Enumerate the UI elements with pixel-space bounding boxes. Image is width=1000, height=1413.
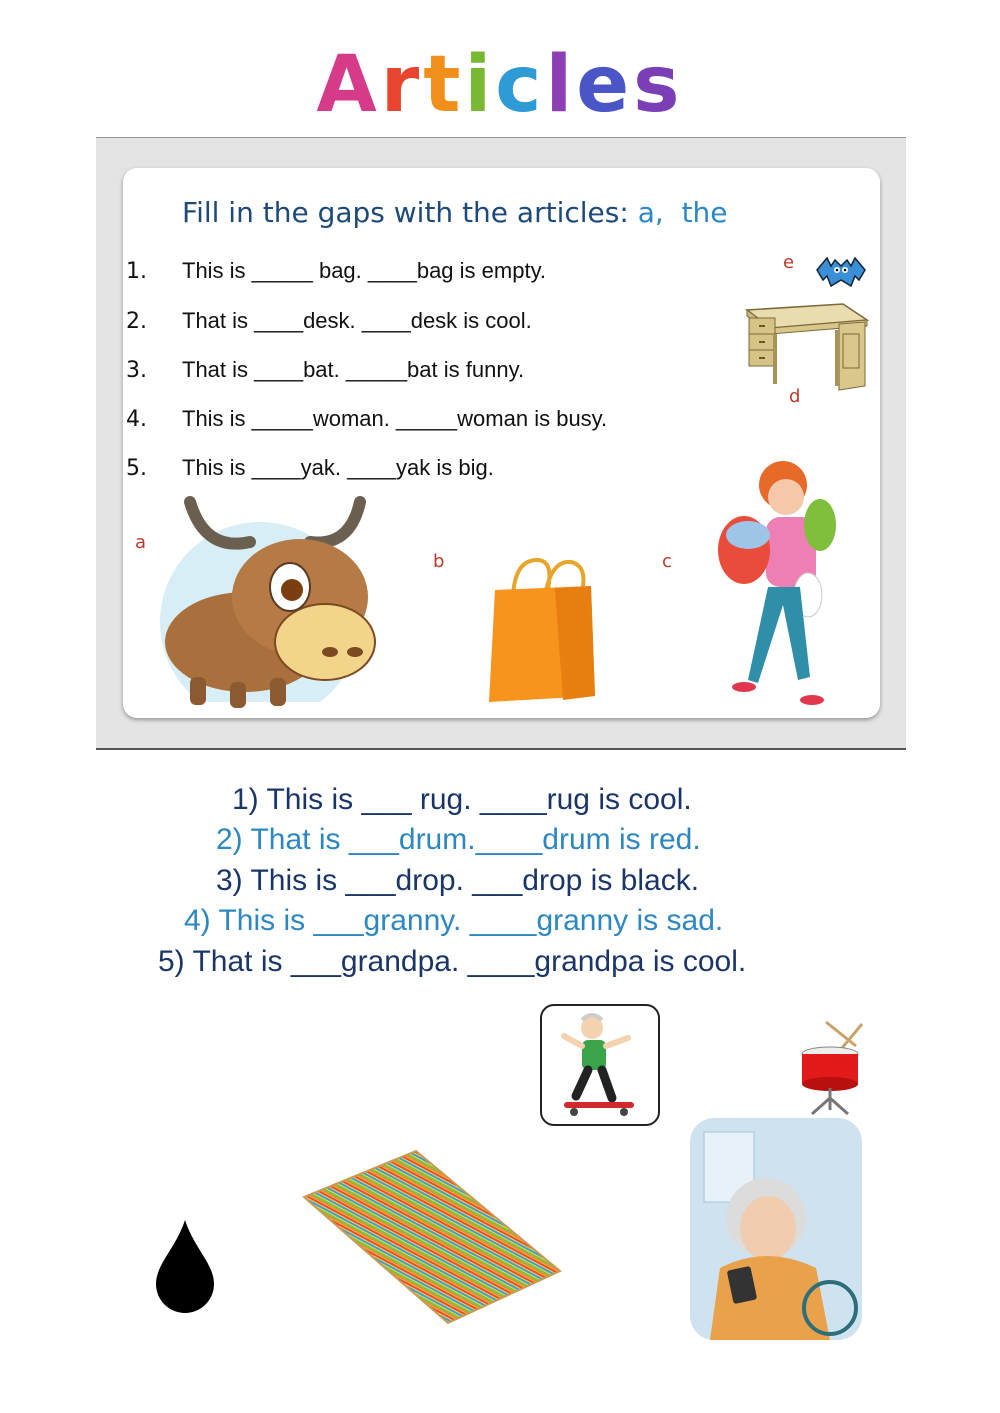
item-number: 4.: [126, 407, 147, 432]
worksheet-title: [0, 40, 1000, 130]
woman-illustration: [708, 455, 848, 710]
grandpa-card: [540, 1004, 660, 1126]
exercise2-item: 1) This is ___ rug. ____rug is cool.: [232, 783, 692, 816]
title-letter: e: [576, 40, 634, 130]
item-sentence: That is ____bat. _____bat is funny.: [182, 357, 525, 382]
title-letter: A: [316, 40, 381, 130]
bat-icon: [815, 250, 867, 296]
exercise2-item: 4) This is ___granny. ____granny is sad.: [184, 904, 724, 937]
label-e: e: [783, 252, 795, 273]
exercise2-item: 5) That is ___grandpa. ____grandpa is cool.: [158, 945, 747, 978]
article-a: a,: [637, 196, 664, 229]
title-letter: t: [423, 40, 465, 130]
label-d: d: [789, 386, 801, 407]
exercise1-item: [126, 308, 532, 334]
exercise1-item: [126, 258, 546, 284]
drop-illustration: [154, 1218, 216, 1314]
item-sentence: That is ____desk. ____desk is cool.: [182, 308, 532, 333]
label-a: a: [135, 532, 147, 553]
grandpa-illustration: [542, 1006, 658, 1124]
exercise2-item: 3) This is ___drop. ___drop is black.: [216, 864, 700, 897]
item-number: 3.: [126, 358, 147, 383]
rug-illustration: [298, 1145, 564, 1327]
item-number: 1.: [126, 259, 147, 284]
item-sentence: This is _____woman. _____woman is busy.: [182, 406, 608, 431]
item-number: 5.: [126, 456, 147, 481]
instruction: [182, 196, 728, 229]
title-letter: c: [495, 40, 546, 130]
article-the: the: [681, 196, 728, 229]
exercise1-item: [126, 406, 607, 432]
title-letter: i: [464, 40, 496, 130]
drum-illustration: [796, 1018, 868, 1116]
granny-illustration: [690, 1118, 862, 1340]
bag-illustration: [485, 556, 601, 706]
item-number: 2.: [126, 309, 147, 334]
exercise1-item: [126, 357, 524, 383]
item-sentence: This is ____yak. ____yak is big.: [182, 455, 494, 480]
exercise2-item: 2) That is ___drum.____drum is red.: [216, 823, 701, 856]
instruction-text: Fill in the gaps with the articles:: [182, 196, 638, 229]
label-c: c: [662, 551, 672, 572]
title-letter: r: [380, 40, 424, 130]
title-letter: l: [545, 40, 577, 130]
label-b: b: [433, 551, 445, 572]
exercise1-item: [126, 455, 494, 481]
yak-illustration: [150, 492, 390, 718]
title-letter: s: [633, 40, 684, 130]
desk-icon: [743, 300, 869, 395]
item-sentence: This is _____ bag. ____bag is empty.: [182, 258, 547, 283]
